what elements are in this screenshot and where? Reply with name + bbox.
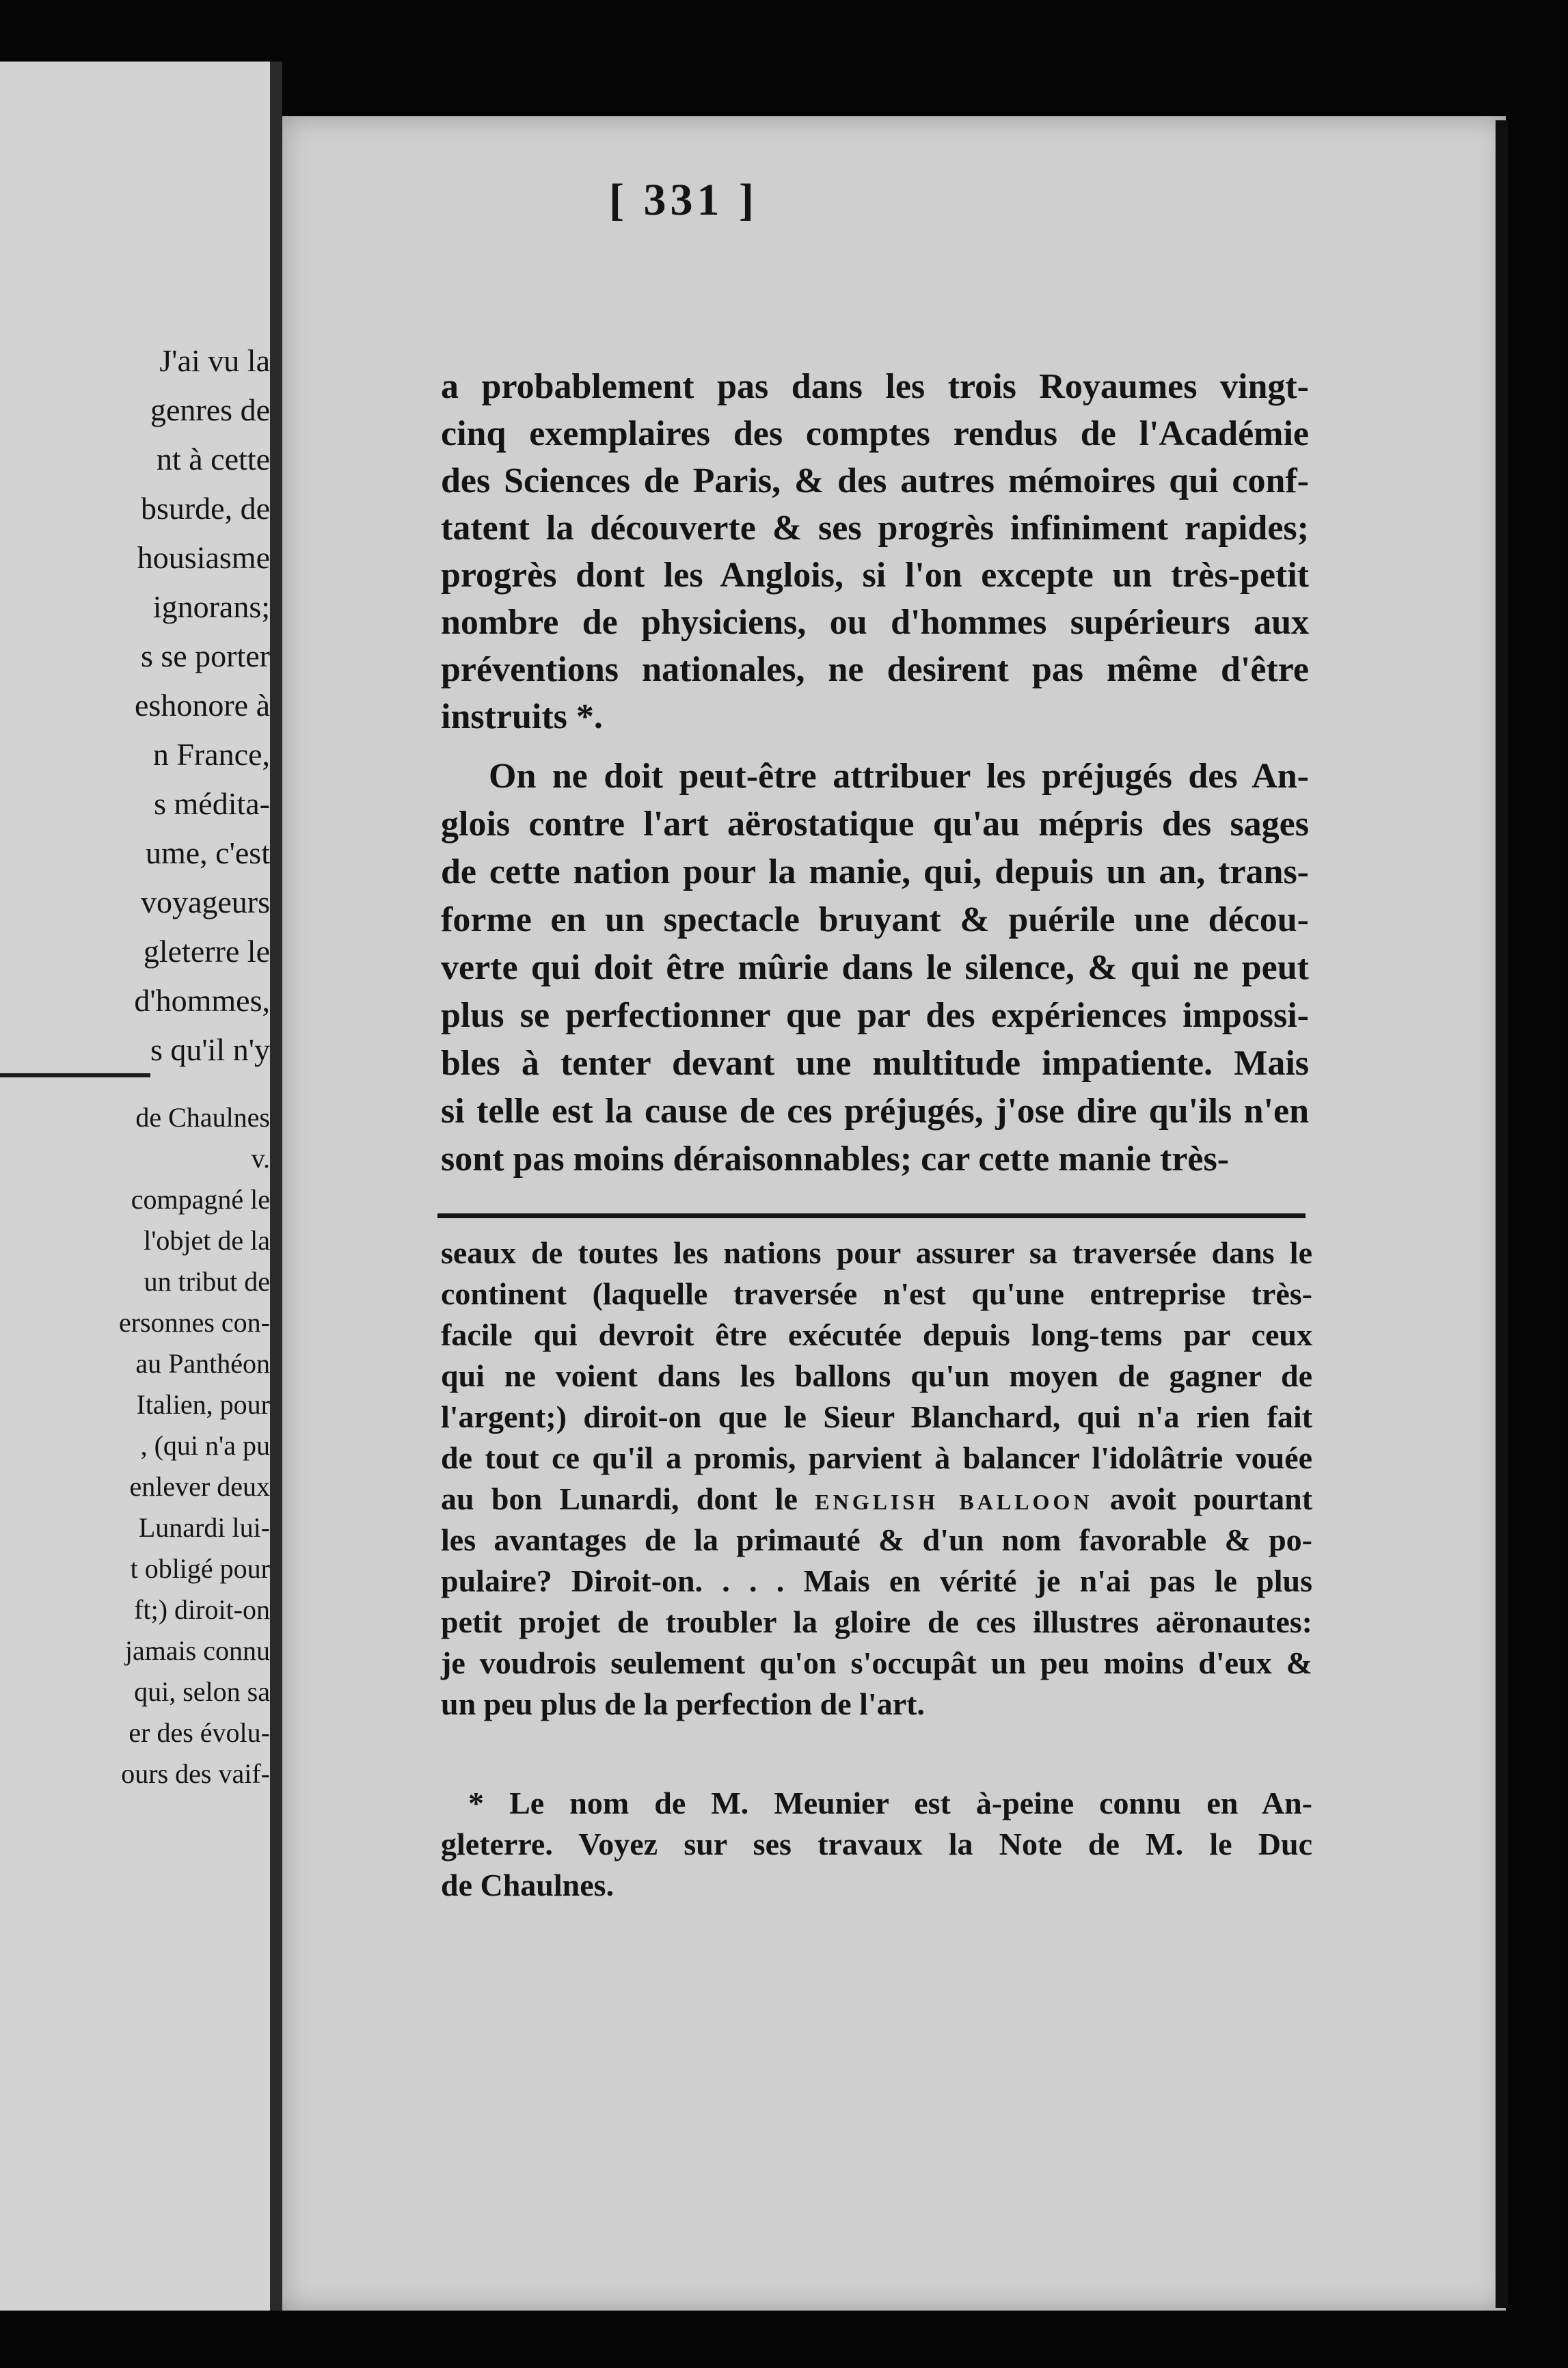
text-line: petit projet de troubler la gloire de ces illustres aëronautes: bbox=[441, 1604, 1312, 1639]
facing-text-line: s médita- bbox=[154, 786, 270, 821]
text-line: glois contre l'art aërostatique qu'au mépris des sages bbox=[441, 805, 1309, 844]
facing-text-line: J'ai vu la bbox=[159, 343, 270, 378]
facing-footnote-line: au Panthéon bbox=[135, 1348, 270, 1379]
text-line: au bon Lunardi, dont le english balloon avoit pourtant bbox=[441, 1481, 1313, 1516]
text-line: de Chaulnes. bbox=[441, 1868, 614, 1902]
text-line: des Sciences de Paris, & des autres mémoires qui conf- bbox=[441, 461, 1309, 500]
facing-footnote-line: compagné le bbox=[131, 1184, 270, 1215]
facing-text-line: voyageurs bbox=[140, 885, 270, 919]
text-line: instruits *. bbox=[441, 697, 603, 736]
facing-footnote-line: enlever deux bbox=[129, 1471, 270, 1502]
facing-footnote-line: er des évolu- bbox=[129, 1717, 270, 1748]
facing-page-fragment bbox=[0, 62, 270, 2311]
text-line: l'argent;) diroit-on que le Sieur Blanchard, qui n'a rien fait bbox=[441, 1399, 1312, 1434]
text-line: continent (laquelle traversée n'est qu'une entreprise très- bbox=[441, 1276, 1312, 1311]
text-line: bles à tenter devant une multitude impatiente. Mais bbox=[441, 1044, 1309, 1083]
text-line: facile qui devroit être exécutée depuis long-tems par ceux bbox=[441, 1317, 1312, 1352]
text-line: cinq exemplaires des comptes rendus de l'Académie bbox=[441, 414, 1309, 453]
facing-footnote-line: Italien, pour bbox=[136, 1389, 270, 1420]
text-line: On ne doit peut-être attribuer les préjugés des An- bbox=[489, 757, 1309, 796]
facing-text-line: s qu'il n'y bbox=[150, 1032, 270, 1067]
facing-text-line: gleterre le bbox=[143, 934, 270, 969]
page-edge bbox=[1496, 120, 1508, 2308]
text-line: tatent la découverte & ses progrès infiniment rapides; bbox=[441, 509, 1309, 548]
text-line: préventions nationales, ne desirent pas même d'être bbox=[441, 650, 1309, 689]
footnote-rule bbox=[437, 1213, 1306, 1218]
facing-footnote-line: jamais connu bbox=[124, 1635, 270, 1666]
text-line: gleterre. Voyez sur ses travaux la Note de M. le Duc bbox=[441, 1827, 1312, 1861]
facing-footnote-line: , (qui n'a pu bbox=[140, 1430, 270, 1461]
text-line: sont pas moins déraisonnables; car cette manie très- bbox=[441, 1140, 1230, 1179]
text-line: je voudrois seulement qu'on s'occupât un peu moins d'eux & bbox=[441, 1645, 1312, 1680]
book-gutter bbox=[270, 62, 282, 2311]
facing-footnote-line: ersonnes con- bbox=[118, 1307, 270, 1338]
text-line: nombre de physiciens, ou d'hommes supérieurs aux bbox=[441, 603, 1309, 642]
facing-footnote-rule bbox=[0, 1073, 150, 1077]
facing-text-line: d'hommes, bbox=[134, 983, 270, 1018]
facing-footnote-line: t obligé pour bbox=[130, 1553, 270, 1584]
facing-text-line: bsurde, de bbox=[140, 491, 270, 526]
facing-text-line: genres de bbox=[150, 392, 270, 427]
facing-text-line: n France, bbox=[152, 737, 270, 772]
text-line: les avantages de la primauté & d'un nom favorable & po- bbox=[441, 1522, 1312, 1557]
facing-footnote-line: l'objet de la bbox=[144, 1225, 270, 1256]
text-line: progrès dont les Anglois, si l'on excepte un très-petit bbox=[441, 556, 1309, 595]
text-line: a probablement pas dans les trois Royaumes vingt- bbox=[441, 367, 1309, 406]
text-line: si telle est la cause de ces préjugés, j'ose dire qu'ils n'en bbox=[441, 1092, 1309, 1131]
facing-text-line: s se porter bbox=[140, 638, 270, 673]
page-number: [ 331 ] bbox=[609, 175, 758, 225]
facing-text-line: eshonore à bbox=[135, 688, 270, 723]
facing-text-line: ignorans; bbox=[152, 589, 270, 624]
text-line: de cette nation pour la manie, qui, depuis un an, trans- bbox=[441, 852, 1309, 891]
facing-footnote-line: ft;) diroit-on bbox=[134, 1594, 270, 1625]
facing-text-line: housiasme bbox=[137, 540, 270, 575]
facing-footnote-line: qui, selon sa bbox=[134, 1676, 270, 1707]
text-line: un peu plus de la perfection de l'art. bbox=[441, 1686, 925, 1721]
text-line: qui ne voient dans les ballons qu'un moyen de gagner de bbox=[441, 1358, 1312, 1393]
text-line: forme en un spectacle bruyant & puérile une décou- bbox=[441, 900, 1309, 939]
text-line: verte qui doit être mûrie dans le silence, & qui ne peut bbox=[441, 948, 1309, 987]
facing-footnote-line: Lunardi lui- bbox=[138, 1512, 270, 1543]
text-line: de tout ce qu'il a promis, parvient à balancer l'idolâtrie vouée bbox=[441, 1440, 1312, 1475]
facing-footnote-line: v. bbox=[251, 1143, 270, 1174]
text-line: * Le nom de M. Meunier est à-peine connu en An- bbox=[468, 1786, 1312, 1820]
facing-text-line: nt à cette bbox=[156, 442, 270, 476]
facing-footnote-line: de Chaulnes bbox=[135, 1102, 270, 1133]
text-line: seaux de toutes les nations pour assurer sa traversée dans le bbox=[441, 1235, 1312, 1270]
text-line: pulaire? Diroit-on. . . . Mais en vérité je n'ai pas le plus bbox=[441, 1563, 1312, 1598]
text-line: plus se perfectionner que par des expériences impossi- bbox=[441, 996, 1309, 1035]
facing-footnote-line: un tribut de bbox=[144, 1266, 270, 1297]
facing-footnote-line: ours des vaif- bbox=[121, 1758, 270, 1789]
facing-text-line: ume, c'est bbox=[145, 835, 270, 870]
